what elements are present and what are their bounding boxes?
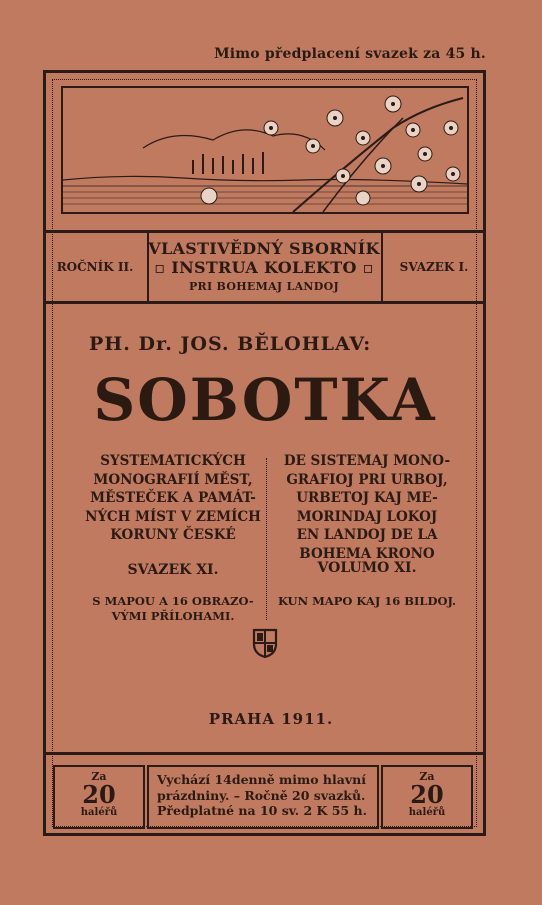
illustrations-czech: S MAPOU A 16 OBRAZO- VÝMI PŘÍLOHAMI. (92, 594, 254, 623)
volume-esperanto: VOLUMO XI. (317, 560, 417, 576)
price-box-right: Za 20 haléřů (381, 765, 473, 829)
desc-line: SYSTEMATICKÝCH (100, 453, 246, 469)
desc-line: DE SISTEMAJ MONO- (283, 453, 451, 469)
volume-czech: SVAZEK XI. (127, 562, 219, 578)
book-title: SOBOTKA (93, 366, 437, 434)
desc-line: BOHEMA KRONO (299, 545, 435, 562)
desc-line: MORINDAJ LOKOJ (296, 508, 438, 525)
series-line-1: VLASTIVĚDNÝ SBORNÍK (148, 238, 380, 258)
desc-line: EN LANDOJ DE LA (296, 527, 438, 543)
czech-description (80, 452, 266, 545)
series-line-3: PRI BOHEMAJ LANDOJ (188, 279, 340, 293)
desc-line: MĚSTEČEK A PAMÁT- (90, 490, 256, 506)
year-label: ROČNÍK II. (43, 233, 149, 301)
publication-info: Vychází 14denně mimo hlavní prázdniny. – Ročně 20 svazků. Předplatné na 10 sv. 2 K 55 h. (147, 765, 379, 829)
square-ornament-icon: ▫ (356, 257, 374, 277)
author-name: PH. Dr. JOS. BĚLOHLAV: (89, 333, 372, 355)
footer (43, 752, 486, 836)
series-line-2: ▫ INSTRUA KOLEKTO ▫ (154, 257, 374, 277)
desc-line: NÝCH MÍST V ZEMÍCH (85, 508, 261, 525)
column-divider (266, 458, 267, 620)
desc-line: KORUNY ČESKÉ (110, 527, 236, 543)
desc-line: MONOGRAFIÍ MĚST, (93, 471, 253, 488)
desc-line: GRAFIOJ PRI URBOJ, (286, 471, 448, 488)
shield-emblem-icon (252, 628, 278, 658)
illustrations-esperanto: KUN MAPO KAJ 16 BILDOJ. (277, 594, 457, 608)
subscription-note: Mimo předplacení svazek za 45 h. (214, 46, 486, 62)
landscape-engraving (61, 86, 469, 214)
place-and-year: PRAHA 1911. (208, 710, 334, 728)
series-header (43, 230, 486, 304)
esperanto-description (274, 452, 460, 563)
issue-label: SVAZEK I. (381, 233, 485, 301)
price-box-left: Za 20 haléřů (53, 765, 145, 829)
desc-line: URBETOJ KAJ ME- (296, 490, 438, 506)
series-title (147, 233, 381, 301)
square-ornament-icon: ▫ (154, 257, 172, 277)
